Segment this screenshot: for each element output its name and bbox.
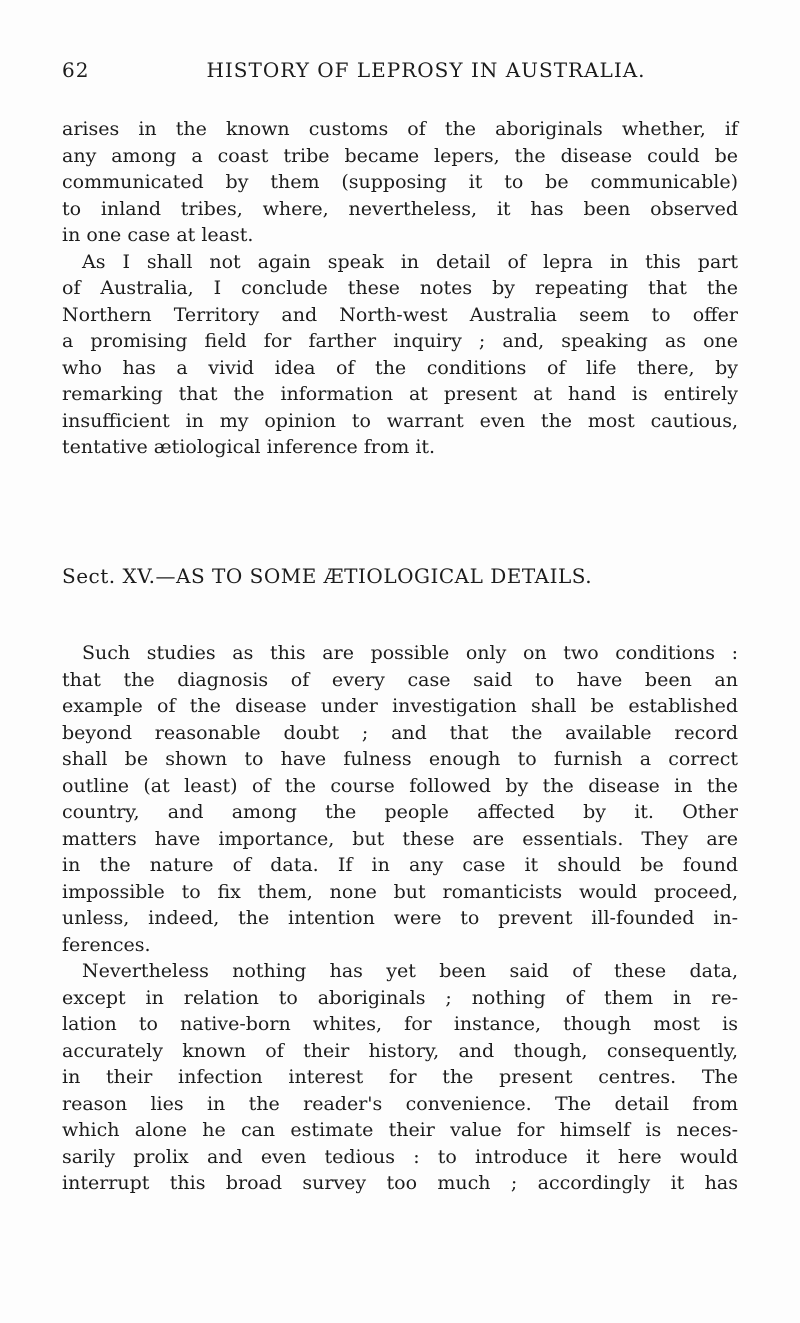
section-heading: Sect. XV.—AS TO SOME ÆTIOLOGICAL DETAILS. [62, 564, 593, 588]
text-line: in one case at least. [62, 224, 254, 246]
text-line: Nevertheless nothing has yet been said of these data, [82, 960, 738, 982]
text-line: country, and among the people affected by it. Other [62, 801, 738, 823]
text-line: outline (at least) of the course followed by the disease in the [62, 774, 738, 797]
text-line: insufficient in my opinion to warrant even the most cautious, [62, 409, 738, 432]
text-line: As I shall not again speak in detail of lepra in this part [82, 250, 738, 273]
text-line: shall be shown to have fulness enough to furnish a correct [62, 748, 738, 770]
text-line: except in relation to aboriginals ; nothing of them in re- [62, 986, 738, 1009]
text-line: ferences. [62, 933, 151, 956]
text-line: unless, indeed, the intention were to prevent ill-founded in- [62, 907, 738, 929]
text-line: a promising field for farther inquiry ; and, speaking as one [62, 330, 738, 352]
text-line: communicated by them (supposing it to be communicable) [62, 171, 738, 193]
text-line: remarking that the information at present at hand is entirely [62, 383, 738, 405]
text-line: in the nature of data. If in any case it should be found [62, 854, 738, 876]
text-line: Such studies as this are possible only on two conditions : [82, 642, 738, 664]
text-line: Northern Territory and North-west Australia seem to offer [62, 303, 738, 326]
text-line: sarily prolix and even tedious : to introduce it here would [62, 1145, 738, 1168]
text-line: accurately known of their history, and though, consequently, [62, 1039, 738, 1062]
paragraph-block-1 [62, 116, 738, 461]
text-line: that the diagnosis of every case said to have been an [62, 668, 738, 691]
text-line: impossible to fix them, none but romanticists would proceed, [62, 880, 738, 903]
running-head [62, 58, 730, 88]
text-line: who has a vivid idea of the conditions of life there, by [62, 356, 738, 379]
text-line: matters have importance, but these are essentials. They are [62, 827, 738, 850]
text-line: interrupt this broad survey too much ; accordingly it has [62, 1172, 738, 1194]
text-line: arises in the known customs of the aboriginals whether, if [62, 118, 738, 140]
paragraph-block-2 [62, 640, 738, 1197]
text-line: reason lies in the reader's convenience. The detail from [62, 1092, 738, 1115]
text-line: example of the disease under investigation shall be established [62, 695, 738, 717]
text-line: lation to native-born whites, for instance, though most is [62, 1013, 738, 1035]
text-line: in their infection interest for the present centres. The [62, 1066, 738, 1088]
text-line: to inland tribes, where, nevertheless, it has been observed [62, 197, 738, 220]
text-line: any among a coast tribe became lepers, the disease could be [62, 144, 738, 167]
page-number: 62 [62, 58, 90, 82]
text-line: tentative ætiological inference from it. [62, 436, 436, 458]
running-title: HISTORY OF LEPROSY IN AUSTRALIA. [206, 58, 646, 82]
text-line: which alone he can estimate their value for himself is neces- [62, 1119, 738, 1141]
text-line: of Australia, I conclude these notes by repeating that the [62, 277, 738, 299]
text-line: beyond reasonable doubt ; and that the available record [62, 721, 738, 744]
